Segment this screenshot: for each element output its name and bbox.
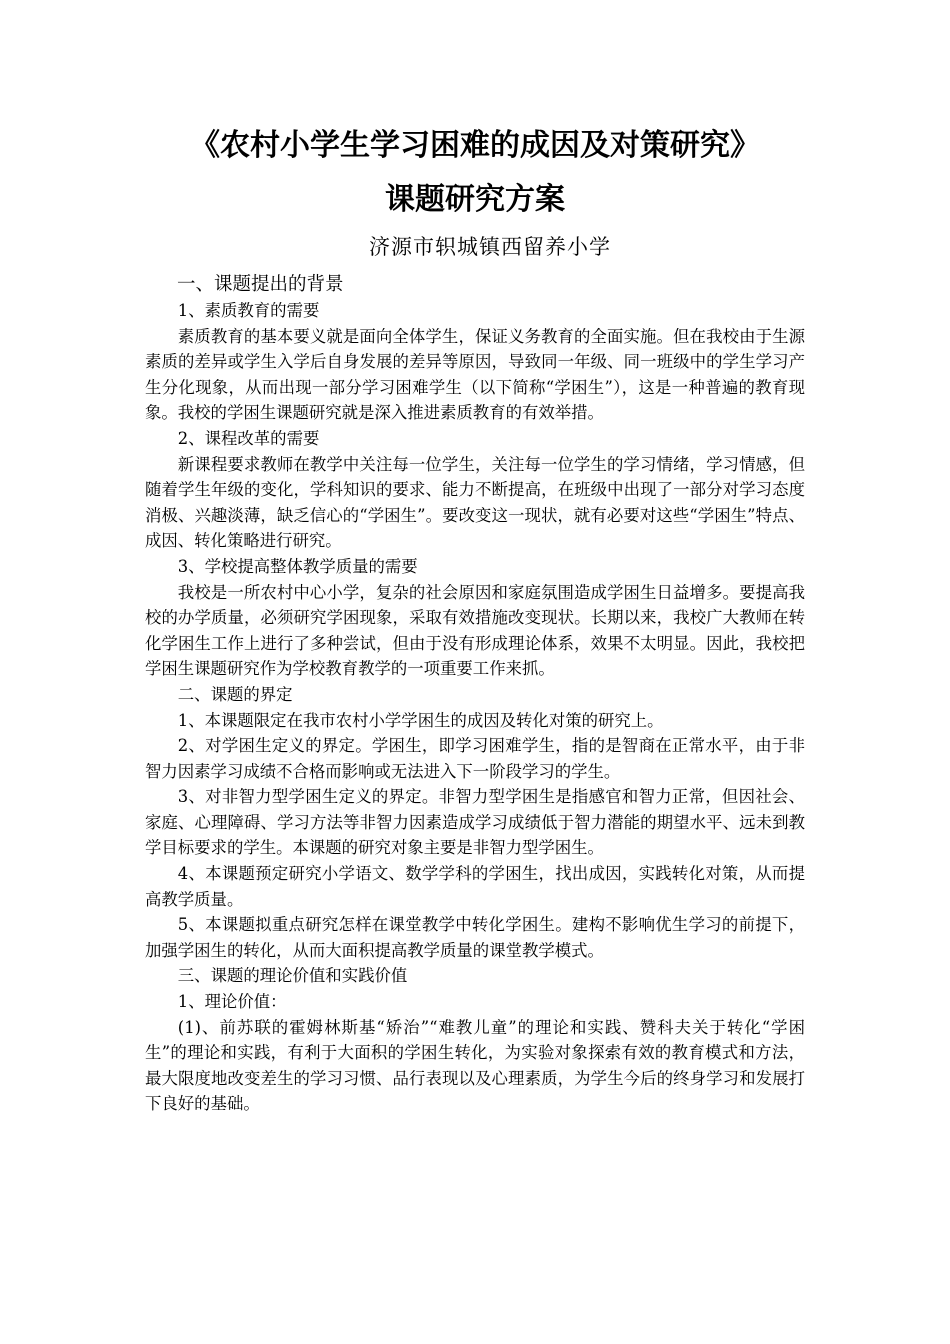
paragraph: 2、对学困生定义的界定。学困生，即学习困难学生，指的是智商在正常水平，由于非智力因素学习成绩不合格而影响或无法进入下一阶段学习的学生。	[145, 736, 805, 781]
document-title: 《农村小学生学习困难的成因及对策研究》	[190, 128, 760, 163]
paragraph: 新课程要求教师在教学中关注每一位学生，关注每一位学生的学习情绪，学习情感，但随着学生年级的变化，学科知识的要求、能力不断提高，在班级中出现了一部分对学习态度消极、兴趣淡薄，缺乏信心的“学困生”。要改变这一现状，就有必要对这些“学困生”特点、成因、转化策略进行研究。	[145, 454, 805, 551]
section-heading: 一、课题提出的背景	[177, 274, 344, 295]
subheading: 2、课程改革的需要	[177, 428, 320, 448]
section-heading: 三、课题的理论价值和实践价值	[177, 966, 408, 986]
paragraph: (1)、前苏联的霍姆林斯基“矫治”“难教儿童”的理论和实践、赞科夫关于转化“学困生”的理论和实践，有利于大面积的学困生转化，为实验对象探索有效的教育模式和方法，最大限度地改变差生的学习习惯、品行表现以及心理素质，为学生今后的终身学习和发展打下良好的基础。	[145, 1017, 805, 1114]
document-body	[145, 272, 805, 1117]
subheading: 1、理论价值：	[177, 992, 287, 1012]
paragraph: 3、对非智力型学困生定义的界定。非智力型学困生是指感官和智力正常，但因社会、家庭、心理障碍、学习方法等非智力因素造成学习成绩低于智力潜能的期望水平、远未到教学目标要求的学生。本课题的研究对象主要是非智力型学困生。	[145, 787, 805, 858]
document-subtitle: 课题研究方案	[385, 182, 565, 217]
section-heading: 二、课题的界定	[177, 684, 293, 704]
paragraph: 素质教育的基本要义就是面向全体学生，保证义务教育的全面实施。但在我校由于生源素质的差异或学生入学后自身发展的差异等原因，导致同一年级、同一班级中的学生学习产生分化现象，从而出现一部分学习困难学生（以下简称“学困生”），这是一种普遍的教育现象。我校的学困生课题研究就是深入推进素质教育的有效举措。	[145, 326, 805, 423]
subheading: 3、学校提高整体教学质量的需要	[177, 556, 418, 576]
paragraph: 我校是一所农村中心小学，复杂的社会原因和家庭氛围造成学困生日益增多。要提高我校的办学质量，必须研究学困现象，采取有效措施改变现状。长期以来，我校广大教师在转化学困生工作上进行了多种尝试，但由于没有形成理论体系，效果不太明显。因此，我校把学困生课题研究作为学校教育教学的一项重要工作来抓。	[145, 582, 805, 679]
paragraph: 1、本课题限定在我市农村小学学困生的成因及转化对策的研究上。	[177, 710, 664, 730]
paragraph: 5、本课题拟重点研究怎样在课堂教学中转化学困生。建构不影响优生学习的前提下，加强学困生的转化，从而大面积提高教学质量的课堂教学模式。	[145, 915, 805, 960]
school-name: 济源市轵城镇西留养小学	[369, 235, 611, 259]
paragraph: 4、本课题预定研究小学语文、数学学科的学困生，找出成因，实践转化对策，从而提高教学质量。	[145, 864, 805, 909]
subheading: 1、素质教育的需要	[177, 301, 320, 320]
